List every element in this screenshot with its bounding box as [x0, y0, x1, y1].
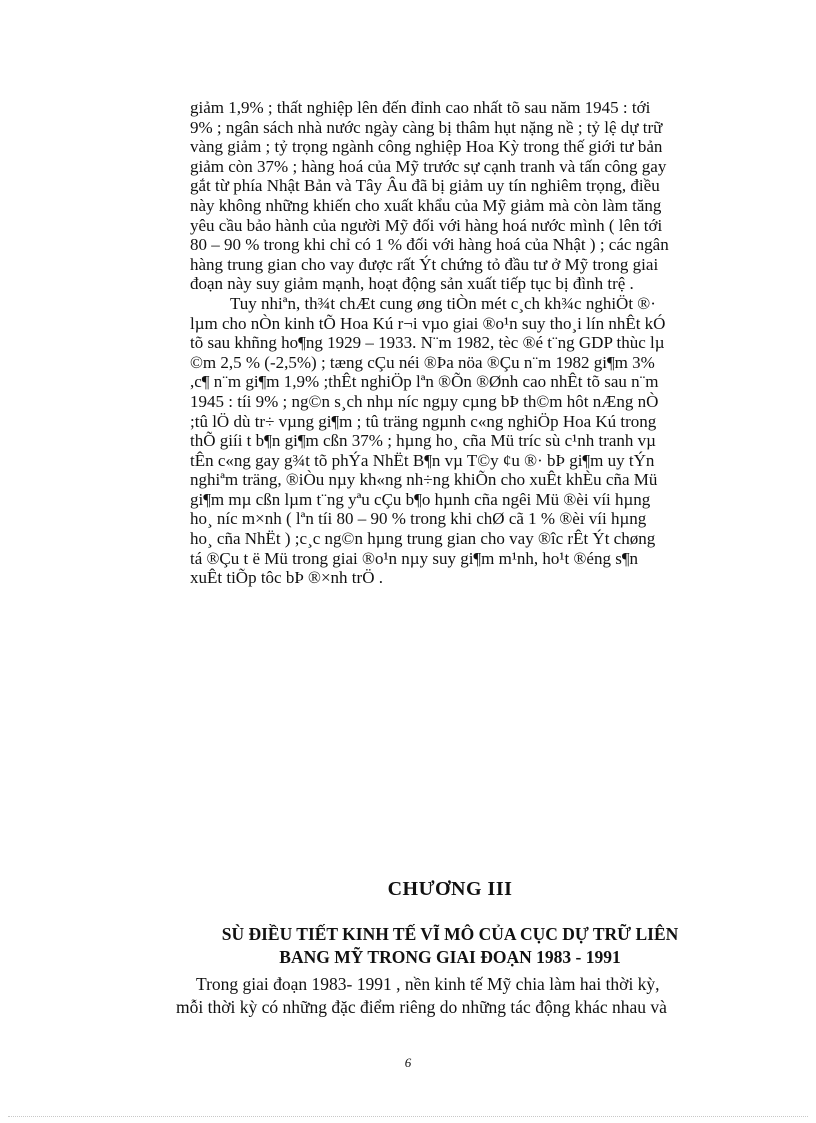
- text-line: giảm 1,9% ; thất nghiệp lên đến đỉnh cao nhất tõ sau năm 1945 : tới: [190, 98, 651, 117]
- section-title-line-1: SÙ ĐIỀU TIẾT KINH TẾ VĨ MÔ CỦA CỤC DỰ TRỮ LIÊN: [221, 924, 679, 944]
- text-line: 1945 : tíi 9% ; ng©n s¸ch nhµ níc ngµy cµng bÞ th©m hôt nÆng nÒ: [190, 391, 659, 411]
- text-line: thÕ giíi t b¶n gi¶m cßn 37% ; hµng ho¸ cña Mü tríc sù c¹nh tranh vµ: [190, 431, 656, 451]
- text-line: gi¶m mµ cßn lµm t¨ng yªu cÇu b¶o hµnh cña ngêi Mü ®èi víi hµng: [190, 489, 651, 509]
- text-line: yêu cầu bảo hành của người Mỹ đối với hàng hoá nước mình ( lên tới: [190, 215, 663, 235]
- text-line: 80 – 90 % trong khi chỉ có 1 % đối với hàng hoá của Nhật ) ; các ngân: [190, 235, 669, 255]
- text-line: Tuy nhiªn, th¾t chÆt cung øng tiÒn mét c¸ch kh¾c nghiÖt ®·: [230, 293, 656, 313]
- paragraph-1: [190, 98, 722, 294]
- text-line: này không những khiến cho xuất khẩu của Mỹ giảm mà còn làm tăng: [190, 195, 662, 215]
- intro-line-1: Trong giai đoạn 1983- 1991 , nền kinh tế Mỹ chia làm hai thời kỳ,: [196, 974, 660, 994]
- page-bottom-divider: [8, 1116, 808, 1117]
- chapter-intro-paragraph: [176, 973, 724, 1019]
- section-title: [170, 923, 730, 969]
- text-line: tÊn c«ng gay g¾t tõ phÝa NhËt B¶n vµ T©y ¢u ®· bÞ gi¶m uy tÝn: [190, 450, 655, 470]
- text-line: vàng giảm ; tỷ trọng ngành công nghiệp Hoa Kỳ trong thế giới tư bản: [190, 137, 663, 157]
- text-line: ©m 2,5 % (-2,5%) ; tæng cÇu néi ®Þa nöa ®Çu n¨m 1982 gi¶m 3%: [190, 352, 655, 372]
- section-title-line-2: BANG MỸ TRONG GIAI ĐOẠN 1983 - 1991: [279, 947, 621, 967]
- text-line: giảm còn 37% ; hàng hoá của Mỹ trước sự cạnh tranh và tấn công gay: [190, 156, 667, 176]
- text-line: ho¸ cña NhËt ) ;c¸c ng©n hµng trung gian cho vay ®îc rÊt Ýt chøng: [190, 529, 656, 549]
- chapter-title: CHƯƠNG III: [387, 878, 513, 900]
- text-line: tá ®Çu t ë Mü trong giai ®o¹n nµy suy gi¶m m¹nh, ho¹t ®éng s¶n: [190, 548, 639, 568]
- text-line: nghiªm träng, ®iÒu nµy kh«ng nh÷ng khiÕn cho xuÊt khÈu cña Mü: [190, 470, 658, 490]
- text-line: ;tû lÖ dù tr÷ vµng gi¶m ; tû träng ngµnh c«ng nghiÖp Hoa Kú trong: [190, 411, 657, 431]
- page-number: 6: [404, 1055, 412, 1070]
- text-line: ,c¶ n¨m gi¶m 1,9% ;thÊt nghiÖp lªn ®Õn ®Ønh cao nhÊt tõ sau n¨m: [190, 372, 659, 392]
- text-line: lµm cho nÒn kinh tÕ Hoa Kú r¬i vµo giai ®o¹n suy tho¸i lín nhÊt kÓ: [190, 313, 666, 333]
- intro-line-2: mỗi thời kỳ có những đặc điểm riêng do những tác động khác nhau và: [176, 997, 667, 1017]
- paragraph-2: [190, 294, 722, 588]
- body-text: [190, 98, 722, 588]
- text-line: ho¸ níc m×nh ( lªn tíi 80 – 90 % trong khi chØ cã 1 % ®èi víi hµng: [190, 509, 647, 529]
- chapter-heading-block: [170, 878, 730, 969]
- text-line: 9% ; ngân sách nhà nước ngày càng bị thâm hụt nặng nề ; tỷ lệ dự trữ: [190, 117, 663, 137]
- text-line: đoạn này suy giảm mạnh, hoạt động sản xuất tiếp tục bị đình trệ .: [190, 274, 634, 294]
- text-line: hàng trung gian cho vay được rất Ýt chứng tỏ đầu tư ở Mỹ trong giai: [190, 254, 659, 274]
- text-line: gắt từ phía Nhật Bản và Tây Âu đã bị giảm uy tín nghiêm trọng, điều: [190, 176, 660, 196]
- text-line: xuÊt tiÕp tôc bÞ ®×nh trÖ .: [190, 568, 383, 588]
- text-line: tõ sau khñng ho¶ng 1929 – 1933. N¨m 1982, tèc ®é t¨ng GDP thùc lµ: [190, 333, 665, 353]
